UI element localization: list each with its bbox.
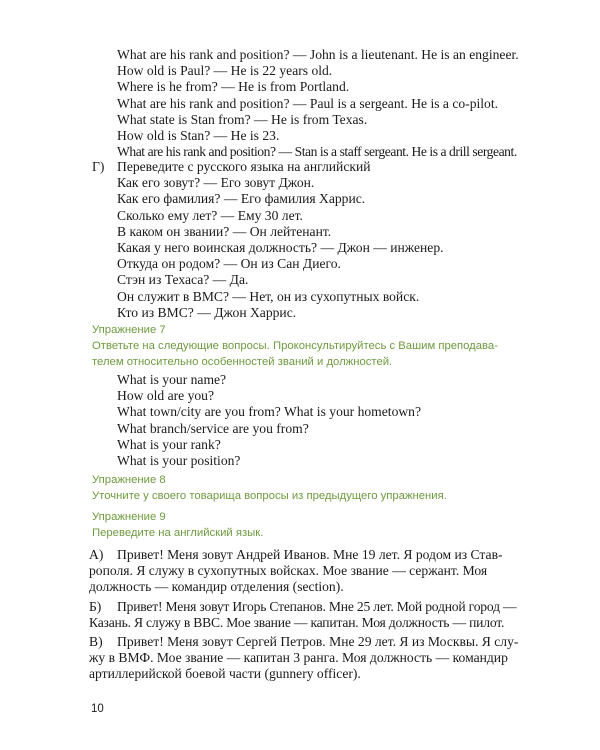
- exercise-7-instruction: Ответьте на следующие вопросы. Проконсультируйтесь с Вашим преподава-: [92, 340, 498, 352]
- dialogue-line: What are his rank and position? — Stan is a staff sergeant. He is a drill sergeant.: [117, 144, 517, 160]
- exercise-7-instruction: телем относительно особенностей званий и должностей.: [92, 356, 393, 368]
- item-text: жу в ВМФ. Мое звание — капитан 3 ранга. Моя должность — командир: [89, 650, 508, 666]
- question-line: What town/city are you from? What is your hometown?: [117, 404, 422, 420]
- task-g-line: Как его фамилия? — Его фамилия Харрис.: [117, 191, 366, 207]
- task-g-block: [92, 159, 444, 321]
- item-text: должность — командир отделения (section).: [89, 579, 344, 595]
- exercise-8-header: [92, 472, 447, 504]
- dialogue-line: What state is Stan from? — He is from Texas.: [117, 111, 368, 127]
- item-text: Привет! Меня зовут Сергей Петров. Мне 29 лет. Я из Москвы. Я слу-: [117, 634, 519, 649]
- exercise-9-title: Упражнение 9: [92, 511, 166, 523]
- item-label: А): [89, 547, 104, 562]
- exercise-9-instruction: Переведите на английский язык.: [92, 527, 264, 539]
- task-g-instruction: Переведите с русского языка на английский: [117, 159, 371, 174]
- exercise-9-item-a: [89, 547, 512, 596]
- question-line: What branch/service are you from?: [117, 420, 309, 436]
- item-text: рополя. Я служу в сухопутных войсках. Мое звание — сержант. Моя: [89, 563, 488, 579]
- task-g-label: Г): [92, 159, 105, 174]
- page-number: 10: [91, 703, 104, 715]
- exercise-7-title: Упражнение 7: [92, 324, 166, 336]
- task-g-line: Как его зовут? — Его зовут Джон.: [117, 175, 315, 191]
- task-g-line: Он служит в ВМС? — Нет, он из сухопутных войск.: [117, 288, 420, 304]
- exercise-7-questions: [117, 372, 421, 469]
- dialogue-line: How old is Stan? — He is 23.: [117, 128, 280, 144]
- exercise-7-header: [92, 322, 498, 370]
- task-g-line: Кто из ВМС? — Джон Харрис.: [117, 304, 297, 320]
- dialogue-line: Where is he from? — He is from Portland.: [117, 79, 350, 95]
- exercise-8-title: Упражнение 8: [92, 474, 166, 486]
- question-line: What is your rank?: [117, 436, 221, 452]
- question-line: How old are you?: [117, 388, 215, 404]
- question-line: What is your position?: [117, 453, 241, 469]
- exercise-9-item-b: [89, 599, 517, 631]
- item-text: Казань. Я служу в ВВС. Мое звание — капитан. Моя должность — пилот.: [89, 615, 505, 631]
- item-text: Привет! Меня зовут Андрей Иванов. Мне 19 лет. Я родом из Став-: [117, 547, 503, 562]
- dialogue-block: [117, 47, 519, 160]
- task-g-line: Сколько ему лет? — Ему 30 лет.: [117, 207, 303, 223]
- dialogue-line: What are his rank and position? — John is a lieutenant. He is an engineer.: [117, 47, 519, 62]
- dialogue-line: What are his rank and position? — Paul is a sergeant. He is a co-pilot.: [117, 95, 499, 111]
- task-g-line: В каком он звании? — Он лейтенант.: [117, 223, 332, 239]
- question-line: What is your name?: [117, 372, 227, 387]
- exercise-9-item-v: [89, 634, 519, 683]
- dialogue-line: How old is Paul? — He is 22 years old.: [117, 63, 333, 79]
- task-g-line: Откуда он родом? — Он из Сан Диего.: [117, 256, 341, 272]
- exercise-9-header: [92, 509, 263, 541]
- task-g-line: Стэн из Техаса? — Да.: [117, 272, 249, 288]
- exercise-8-instruction: Уточните у своего товарища вопросы из предыдущего упражнения.: [92, 490, 447, 502]
- item-label: В): [89, 634, 103, 649]
- item-label: Б): [89, 599, 102, 614]
- item-text: Привет! Меня зовут Игорь Степанов. Мне 25 лет. Мой родной город —: [117, 599, 517, 614]
- item-text: артиллерийской боевой части (gunnery officer).: [89, 666, 361, 682]
- task-g-line: Какая у него воинская должность? — Джон — инженер.: [117, 240, 444, 256]
